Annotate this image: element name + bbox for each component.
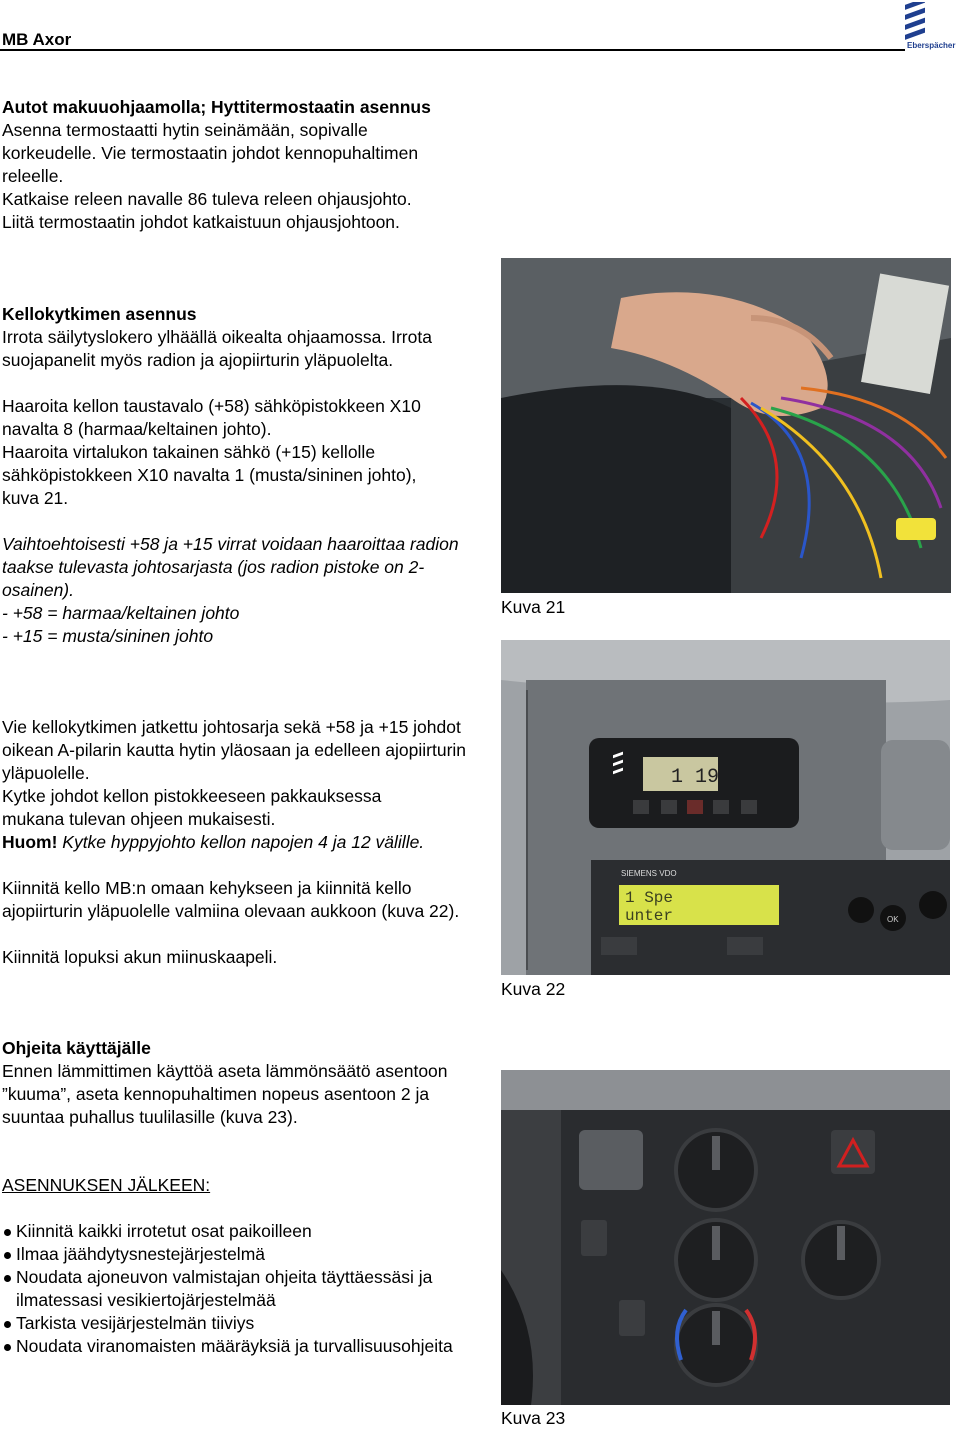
ok-button-label: OK xyxy=(887,915,899,924)
spacer xyxy=(2,510,472,533)
wiring-harness-image xyxy=(501,258,951,593)
bullet-icon xyxy=(4,1321,11,1328)
bullet-icon xyxy=(4,1252,11,1259)
clock-p2: Haaroita kellon taustavalo (+58) sähköpistokkeen X10 navalta 8 (harmaa/keltainen johto). xyxy=(2,396,421,439)
bullet-icon xyxy=(4,1275,11,1282)
clock-section xyxy=(2,303,472,648)
wiring-note xyxy=(2,831,472,854)
dashboard-clock-image xyxy=(501,640,950,975)
list-item: Kiinnitä kaikki irrotetut osat paikoilleen xyxy=(2,1220,477,1243)
clock-alt-b: - +15 = musta/sininen johto xyxy=(2,626,214,646)
figure-21-caption: Kuva 21 xyxy=(501,597,566,617)
document-title: MB Axor xyxy=(2,30,72,49)
huom-label: Huom! xyxy=(2,832,58,852)
clock-p3: Haaroita virtalukon takainen sähkö (+15) kellolle sähköpistokkeen X10 navalta 1 (musta/sininen johto), kuva 21. xyxy=(2,442,417,508)
after-section xyxy=(2,1174,477,1358)
header-rule xyxy=(0,49,905,51)
list-item: Tarkista vesijärjestelmän tiiviys xyxy=(2,1312,477,1335)
thermostat-line-3: Liitä termostaatin johdot katkaistuun ohjausjohtoon. xyxy=(2,212,400,232)
clock-display-text: 1 19 xyxy=(671,766,720,789)
heater-controls-image xyxy=(501,1070,950,1405)
wiring-p3: Kiinnitä kello MB:n omaan kehykseen ja kiinnitä kello ajopiirturin yläpuolelle valmiina olevaan aukkoon (kuva 22). xyxy=(2,878,460,921)
list-item: Ilmaa jäähdytysnestejärjestelmä xyxy=(2,1243,477,1266)
clock-alt: Vaihtoehtoisesti +58 ja +15 virrat voidaan haaroittaa radion taakse tulevasta johtosarjasta (jos radion pistoke on 2-osainen). xyxy=(2,534,459,600)
user-text: Ennen lämmittimen käyttöä aseta lämmönsäätö asentoon ”kuuma”, aseta kennopuhaltimen nopeus asentoon 2 ja suuntaa puhallus tuulilasille (kuva 23). xyxy=(2,1061,448,1127)
figure-23-photo xyxy=(501,1070,950,1405)
figure-21-photo xyxy=(501,258,951,593)
spacer xyxy=(2,923,472,946)
figure-22-caption: Kuva 22 xyxy=(501,979,566,999)
clock-p1: Irrota säilytyslokero ylhäällä oikealta ohjaamossa. Irrota suojapanelit myös radion ja ajopiirturin yläpuolelta. xyxy=(2,327,432,370)
huom-text: Kytke hyppyjohto kellon napojen 4 ja 12 välille. xyxy=(57,832,425,852)
spacer xyxy=(2,1197,477,1220)
tacho-display-line-2: unter xyxy=(625,907,674,925)
thermostat-heading: Autot makuuohjaamolla; Hyttitermostaatin asennus xyxy=(2,97,431,117)
list-item: Noudata viranomaisten määräyksiä ja turvallisuusohjeita xyxy=(2,1335,477,1358)
thermostat-line-2: Katkaise releen navalle 86 tuleva releen ohjausjohto. xyxy=(2,189,412,209)
wiring-p4: Kiinnitä lopuksi akun miinuskaapeli. xyxy=(2,947,278,967)
figure-23-caption: Kuva 23 xyxy=(501,1408,566,1428)
list-item: Noudata ajoneuvon valmistajan ohjeita täyttäessäsi ja ilmatessasi vesikiertojärjestelmää xyxy=(2,1266,477,1312)
spacer xyxy=(2,372,472,395)
wiring-section xyxy=(2,716,472,969)
bullet-icon xyxy=(4,1229,11,1236)
radio-brand-label: SIEMENS VDO xyxy=(621,869,677,878)
after-list xyxy=(2,1220,477,1358)
spacer xyxy=(2,854,472,877)
after-heading: ASENNUKSEN JÄLKEEN: xyxy=(2,1175,211,1195)
logo-wordmark: Eberspächer xyxy=(907,41,956,50)
tacho-display-line-1: 1 Spe xyxy=(625,889,674,907)
thermostat-line-1: Asenna termostaatti hytin seinämään, sopivalle korkeudelle. Vie termostaatin johdot kennopuhaltimen releelle. xyxy=(2,120,419,186)
wiring-p1: Vie kellokytkimen jatkettu johtosarja sekä +58 ja +15 johdot oikean A-pilarin kautta hytin yläosaan ja edelleen ajopiirturin yläpuolelle. xyxy=(2,717,467,783)
user-section xyxy=(2,1037,472,1129)
bullet-icon xyxy=(4,1344,11,1351)
thermostat-section xyxy=(2,96,472,234)
wiring-p2: Kytke johdot kellon pistokkeeseen pakkauksessa mukana tulevan ohjeen mukaisesti. xyxy=(2,786,382,829)
user-heading: Ohjeita käyttäjälle xyxy=(2,1038,151,1058)
clock-heading: Kellokytkimen asennus xyxy=(2,304,197,324)
clock-alt-a: - +58 = harmaa/keltainen johto xyxy=(2,603,240,623)
figure-22-photo xyxy=(501,640,950,975)
